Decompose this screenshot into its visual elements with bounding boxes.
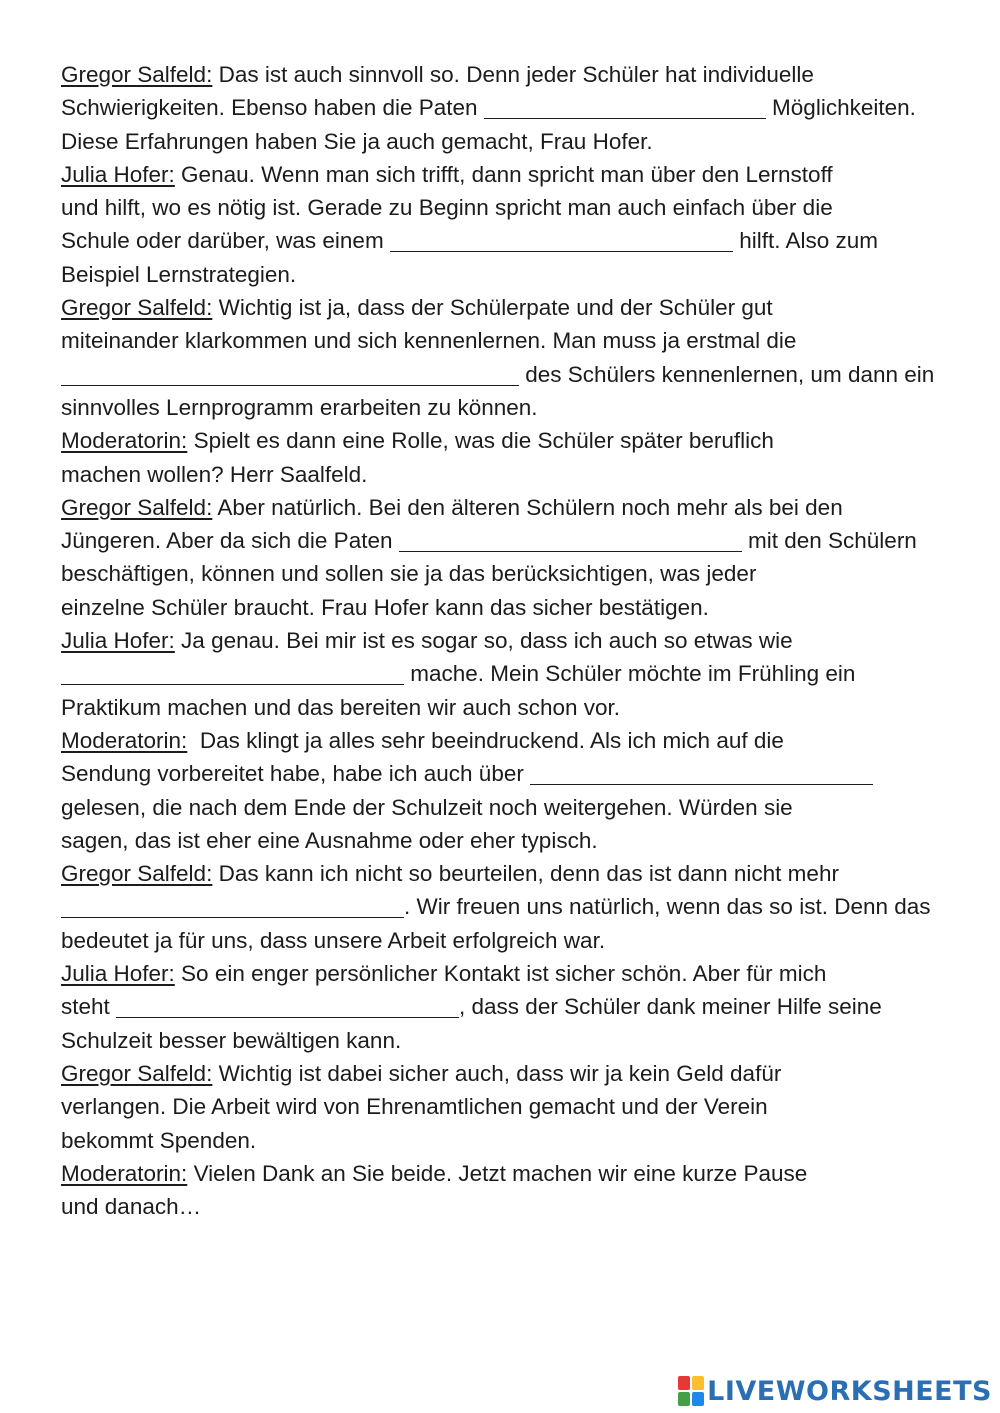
fill-in-blank[interactable] (116, 995, 459, 1018)
text-segment: Wichtig ist dabei sicher auch, dass wir ja kein Geld dafür (212, 1060, 782, 1086)
text-segment: Ja genau. Bei mir ist es sogar so, dass ich auch so etwas wie (174, 628, 793, 654)
text-segment: verlangen. Die Arbeit wird von Ehrenamtlichen gemacht und der Verein (61, 1094, 768, 1120)
fill-in-blank[interactable] (61, 662, 404, 685)
text-line (61, 890, 941, 923)
text-line (61, 824, 941, 857)
text-line (61, 724, 941, 757)
text-segment: des Schülers kennenlernen, um dann ein (519, 361, 935, 387)
speaker-name: Moderatorin: (61, 428, 188, 454)
fill-in-blank[interactable] (61, 363, 519, 386)
text-line (61, 857, 941, 890)
liveworksheets-logo (678, 1371, 992, 1411)
text-segment: miteinander klarkommen und sich kennenlernen. Man muss ja erstmal die (61, 328, 797, 354)
text-line (61, 524, 941, 557)
text-segment: beschäftigen, können und sollen sie ja das berücksichtigen, was jeder (61, 561, 757, 587)
fill-in-blank[interactable] (61, 895, 404, 918)
text-line (61, 1190, 941, 1223)
worksheet-text (61, 58, 941, 1223)
text-segment: bekommt Spenden. (61, 1127, 257, 1153)
text-line (61, 391, 941, 424)
text-segment: Möglichkeiten. (765, 95, 916, 121)
speaker-name: Moderatorin: (61, 1160, 188, 1186)
text-line (61, 91, 941, 124)
text-line (61, 691, 941, 724)
text-line (61, 158, 941, 191)
text-line (61, 791, 941, 824)
fill-in-blank[interactable] (390, 229, 733, 252)
text-segment: sinnvolles Lernprogramm erarbeiten zu können. (61, 394, 538, 420)
text-segment: Beispiel Lernstrategien. (61, 261, 297, 287)
text-segment: Praktikum machen und das bereiten wir auch schon vor. (61, 694, 621, 720)
text-line (61, 125, 941, 158)
text-segment: Aber natürlich. Bei den älteren Schülern noch mehr als bei den (212, 494, 843, 520)
text-segment: Vielen Dank an Sie beide. Jetzt machen wir eine kurze Pause (187, 1160, 808, 1186)
speaker-name: Gregor Salfeld: (61, 62, 213, 87)
text-segment: . Wir freuen uns natürlich, wenn das so ist. Denn das (404, 894, 931, 920)
text-segment: Schule oder darüber, was einem (61, 228, 390, 254)
text-line (61, 1057, 941, 1090)
fill-in-blank[interactable] (399, 529, 742, 552)
text-segment: hilft. Also zum (732, 228, 879, 254)
text-line (61, 224, 941, 257)
text-line (61, 591, 941, 624)
speaker-name: Moderatorin: (61, 727, 188, 753)
fill-in-blank[interactable] (530, 762, 873, 785)
text-line (61, 1090, 941, 1123)
text-segment: steht (61, 994, 117, 1020)
text-line (61, 557, 941, 590)
speaker-name: Julia Hofer: (61, 161, 175, 187)
text-segment: bedeutet ja für uns, dass unsere Arbeit erfolgreich war. (61, 927, 606, 953)
text-segment: Wichtig ist ja, dass der Schülerpate und der Schüler gut (212, 295, 773, 321)
text-segment: Jüngeren. Aber da sich die Paten (61, 528, 399, 554)
text-line (61, 1024, 941, 1057)
text-line (61, 424, 941, 457)
text-line (61, 1124, 941, 1157)
text-line (61, 957, 941, 990)
speaker-name: Gregor Salfeld: (61, 295, 213, 321)
speaker-name: Julia Hofer: (61, 628, 175, 654)
text-line (61, 191, 941, 224)
speaker-name: Gregor Salfeld: (61, 494, 213, 520)
text-line (61, 657, 941, 690)
speaker-name: Gregor Salfeld: (61, 861, 213, 887)
text-segment: So ein enger persönlicher Kontakt ist sicher schön. Aber für mich (174, 961, 827, 987)
logo-wordmark: LIVEWORKSHEETS (707, 1375, 992, 1407)
text-line (61, 757, 941, 790)
text-line (61, 58, 941, 91)
text-segment: , dass der Schüler dank meiner Hilfe seine (459, 994, 882, 1020)
text-segment: Genau. Wenn man sich trifft, dann spricht man über den Lernstoff (174, 161, 833, 187)
text-segment: Diese Erfahrungen haben Sie ja auch gemacht, Frau Hofer. (61, 128, 653, 154)
text-segment: einzelne Schüler braucht. Frau Hofer kann das sicher bestätigen. (61, 594, 709, 620)
text-segment: Schulzeit besser bewältigen kann. (61, 1027, 402, 1053)
text-segment: und hilft, wo es nötig ist. Gerade zu Beginn spricht man auch einfach über die (61, 195, 833, 221)
text-segment: sagen, das ist eher eine Ausnahme oder eher typisch. (61, 827, 598, 853)
text-segment: mache. Mein Schüler möchte im Frühling ein (404, 661, 856, 687)
speaker-name: Gregor Salfeld: (61, 1060, 213, 1086)
text-segment: Spielt es dann eine Rolle, was die Schüler später beruflich (187, 428, 774, 454)
text-line (61, 1157, 941, 1190)
text-segment: machen wollen? Herr Saalfeld. (61, 461, 368, 487)
text-segment: und danach… (61, 1194, 202, 1220)
fill-in-blank[interactable] (484, 96, 766, 119)
text-segment: Das klingt ja alles sehr beeindruckend. Als ich mich auf die (187, 727, 784, 753)
text-line (61, 924, 941, 957)
text-segment: Das kann ich nicht so beurteilen, denn das ist dann nicht mehr (212, 861, 839, 887)
text-line (61, 624, 941, 657)
text-line (61, 358, 941, 391)
speaker-name: Julia Hofer: (61, 961, 175, 987)
text-segment: Sendung vorbereitet habe, habe ich auch über (61, 761, 531, 787)
text-segment: gelesen, die nach dem Ende der Schulzeit noch weitergehen. Würden sie (61, 794, 793, 820)
text-line (61, 324, 941, 357)
text-line (61, 990, 941, 1023)
text-line (61, 458, 941, 491)
text-line (61, 491, 941, 524)
liveworksheets-logo-icon (678, 1376, 704, 1406)
text-line (61, 258, 941, 291)
text-line (61, 291, 941, 324)
text-segment: Das ist auch sinnvoll so. Denn jeder Schüler hat individuelle (212, 62, 814, 87)
text-segment: mit den Schülern (741, 528, 917, 554)
text-segment: Schwierigkeiten. Ebenso haben die Paten (61, 95, 484, 121)
